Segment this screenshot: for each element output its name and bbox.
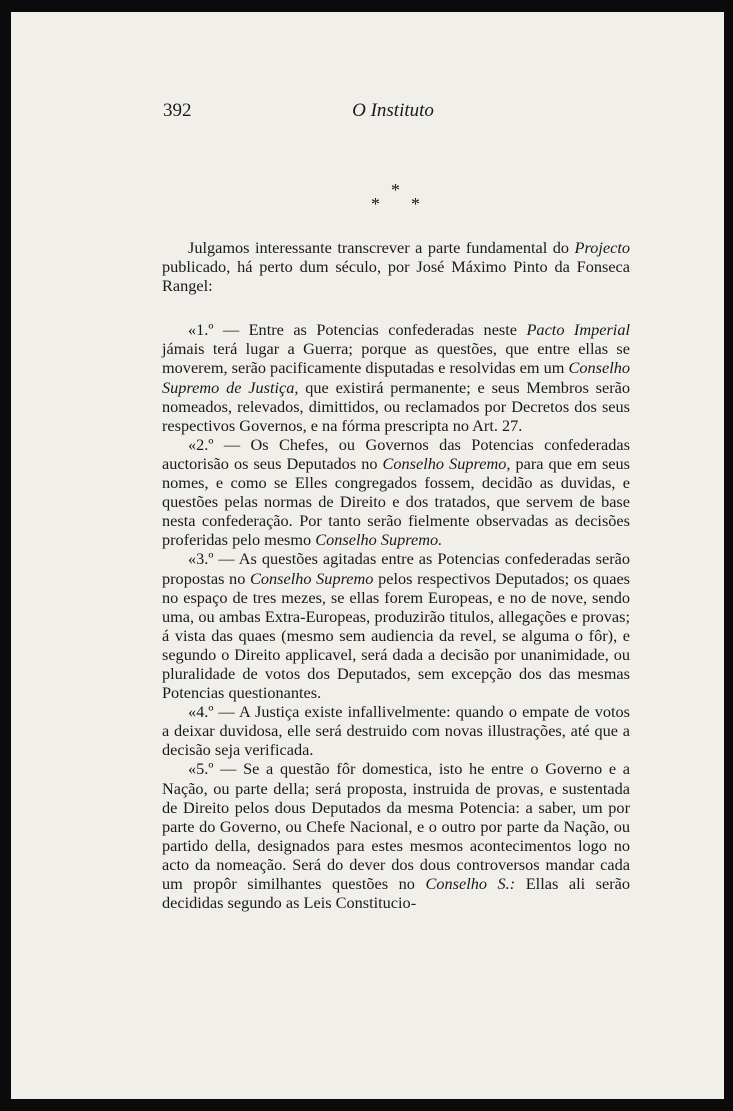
asterism-star: *: [371, 194, 380, 214]
page-number: 392: [163, 100, 192, 121]
article-2-text: para que em seus nomes, e como se Elles congregados fossem, decidão as duvidas, e questões pelas normas de Direito e dos tratados, que servem de base nesta confederação. Por tanto serão fielmente observadas as decisões proferidas pelo mesmo: [162, 453, 631, 550]
article-2-text: «2.º — Os Chefes, ou Governos das Potencias confederadas auctorisão os seus Deputados no: [162, 434, 630, 473]
article-paragraph: [162, 702, 630, 759]
article-3-text: «3.º — As questões agitadas entre as Potencias confederadas serão propostas no: [162, 549, 630, 588]
article-3-text: pelos respectivos Deputados; os quaes no espaço de tres mezes, se ellas forem Europeas, e no de nove, sendo uma, ou ambas Extra-Europeas, produzirão titulos, allegações e provas; á vista das quaes (mesmo sem audiencia da revel, se alguma o fôr), e segundo o Direito applicavel, será dada a decisão por unanimidade, ou pluralidade de votos dos Deputados, sem excepção dos das mesmas Potencias questionantes.: [162, 568, 631, 703]
article-5-italic: Conselho S.:: [425, 874, 516, 893]
article-5-text: Ellas ali serão decididas segundo as Leis Constitucio-: [162, 874, 631, 913]
article-4-text: «4.º — A Justiça existe infallivelmente: quando o empate de votos a deixar duvidosa, elle será destruido com novas illustrações, até que a decisão seja verificada.: [162, 702, 630, 760]
article-2-italic: Conselho Supremo.: [315, 530, 443, 550]
article-5-text: «5.º — Se a questão fôr domestica, isto he entre o Governo e a Nação, ou parte della; será proposta, instruida de provas, e sustentada de Direito pelos dous Deputados da mesma Potencia: a saber, um por parte do Governo, ou Chefe Nacional, e o outro por parte da Nação, ou partido della, designados para estes mesmos acontecimentos logo no acto da nomeação. Será do dever dos dous controversos mandar cada um propôr similhantes questões no: [162, 759, 630, 893]
article-3-italic: Conselho Supremo: [250, 568, 374, 588]
article-2-italic: Conselho Supremo,: [382, 453, 511, 473]
article-1-italic: Conselho Supremo de Justiça,: [162, 358, 630, 397]
asterism-star: *: [411, 194, 420, 214]
article-paragraph: [162, 549, 630, 702]
article-1-text: que existirá permanente; e seus Membros serão nomeados, relevados, dimittidos, ou reclamados por Decretos dos seus respectivos Governos, e na fórma prescripta no Art. 27.: [162, 377, 630, 435]
intro-text-2: publicado, há perto dum século, por José Máximo Pinto da Fonseca Rangel:: [162, 257, 630, 296]
article-paragraph: [162, 320, 630, 435]
body-text: [162, 238, 630, 912]
asterism-divider: [366, 180, 426, 220]
article-1-text: jámais terá lugar a Guerra; porque as questões, que entre ellas se moverem, serão pacificamente disputadas e resolvidas em um: [162, 339, 630, 378]
intro-paragraph: [162, 238, 630, 295]
document-page: [11, 12, 724, 1099]
article-paragraph: [162, 759, 630, 912]
article-paragraph: [162, 435, 630, 550]
asterism-star: *: [391, 180, 400, 200]
intro-text-1: Julgamos interessante transcrever a parte fundamental do: [188, 238, 575, 257]
page-header: [163, 100, 623, 130]
intro-italic-projecto: Projecto: [574, 238, 630, 257]
article-1-text: «1.º — Entre as Potencias confederadas neste: [188, 320, 527, 340]
article-1-italic: Pacto Imperial: [526, 320, 630, 340]
running-title: O Instituto: [352, 100, 434, 121]
